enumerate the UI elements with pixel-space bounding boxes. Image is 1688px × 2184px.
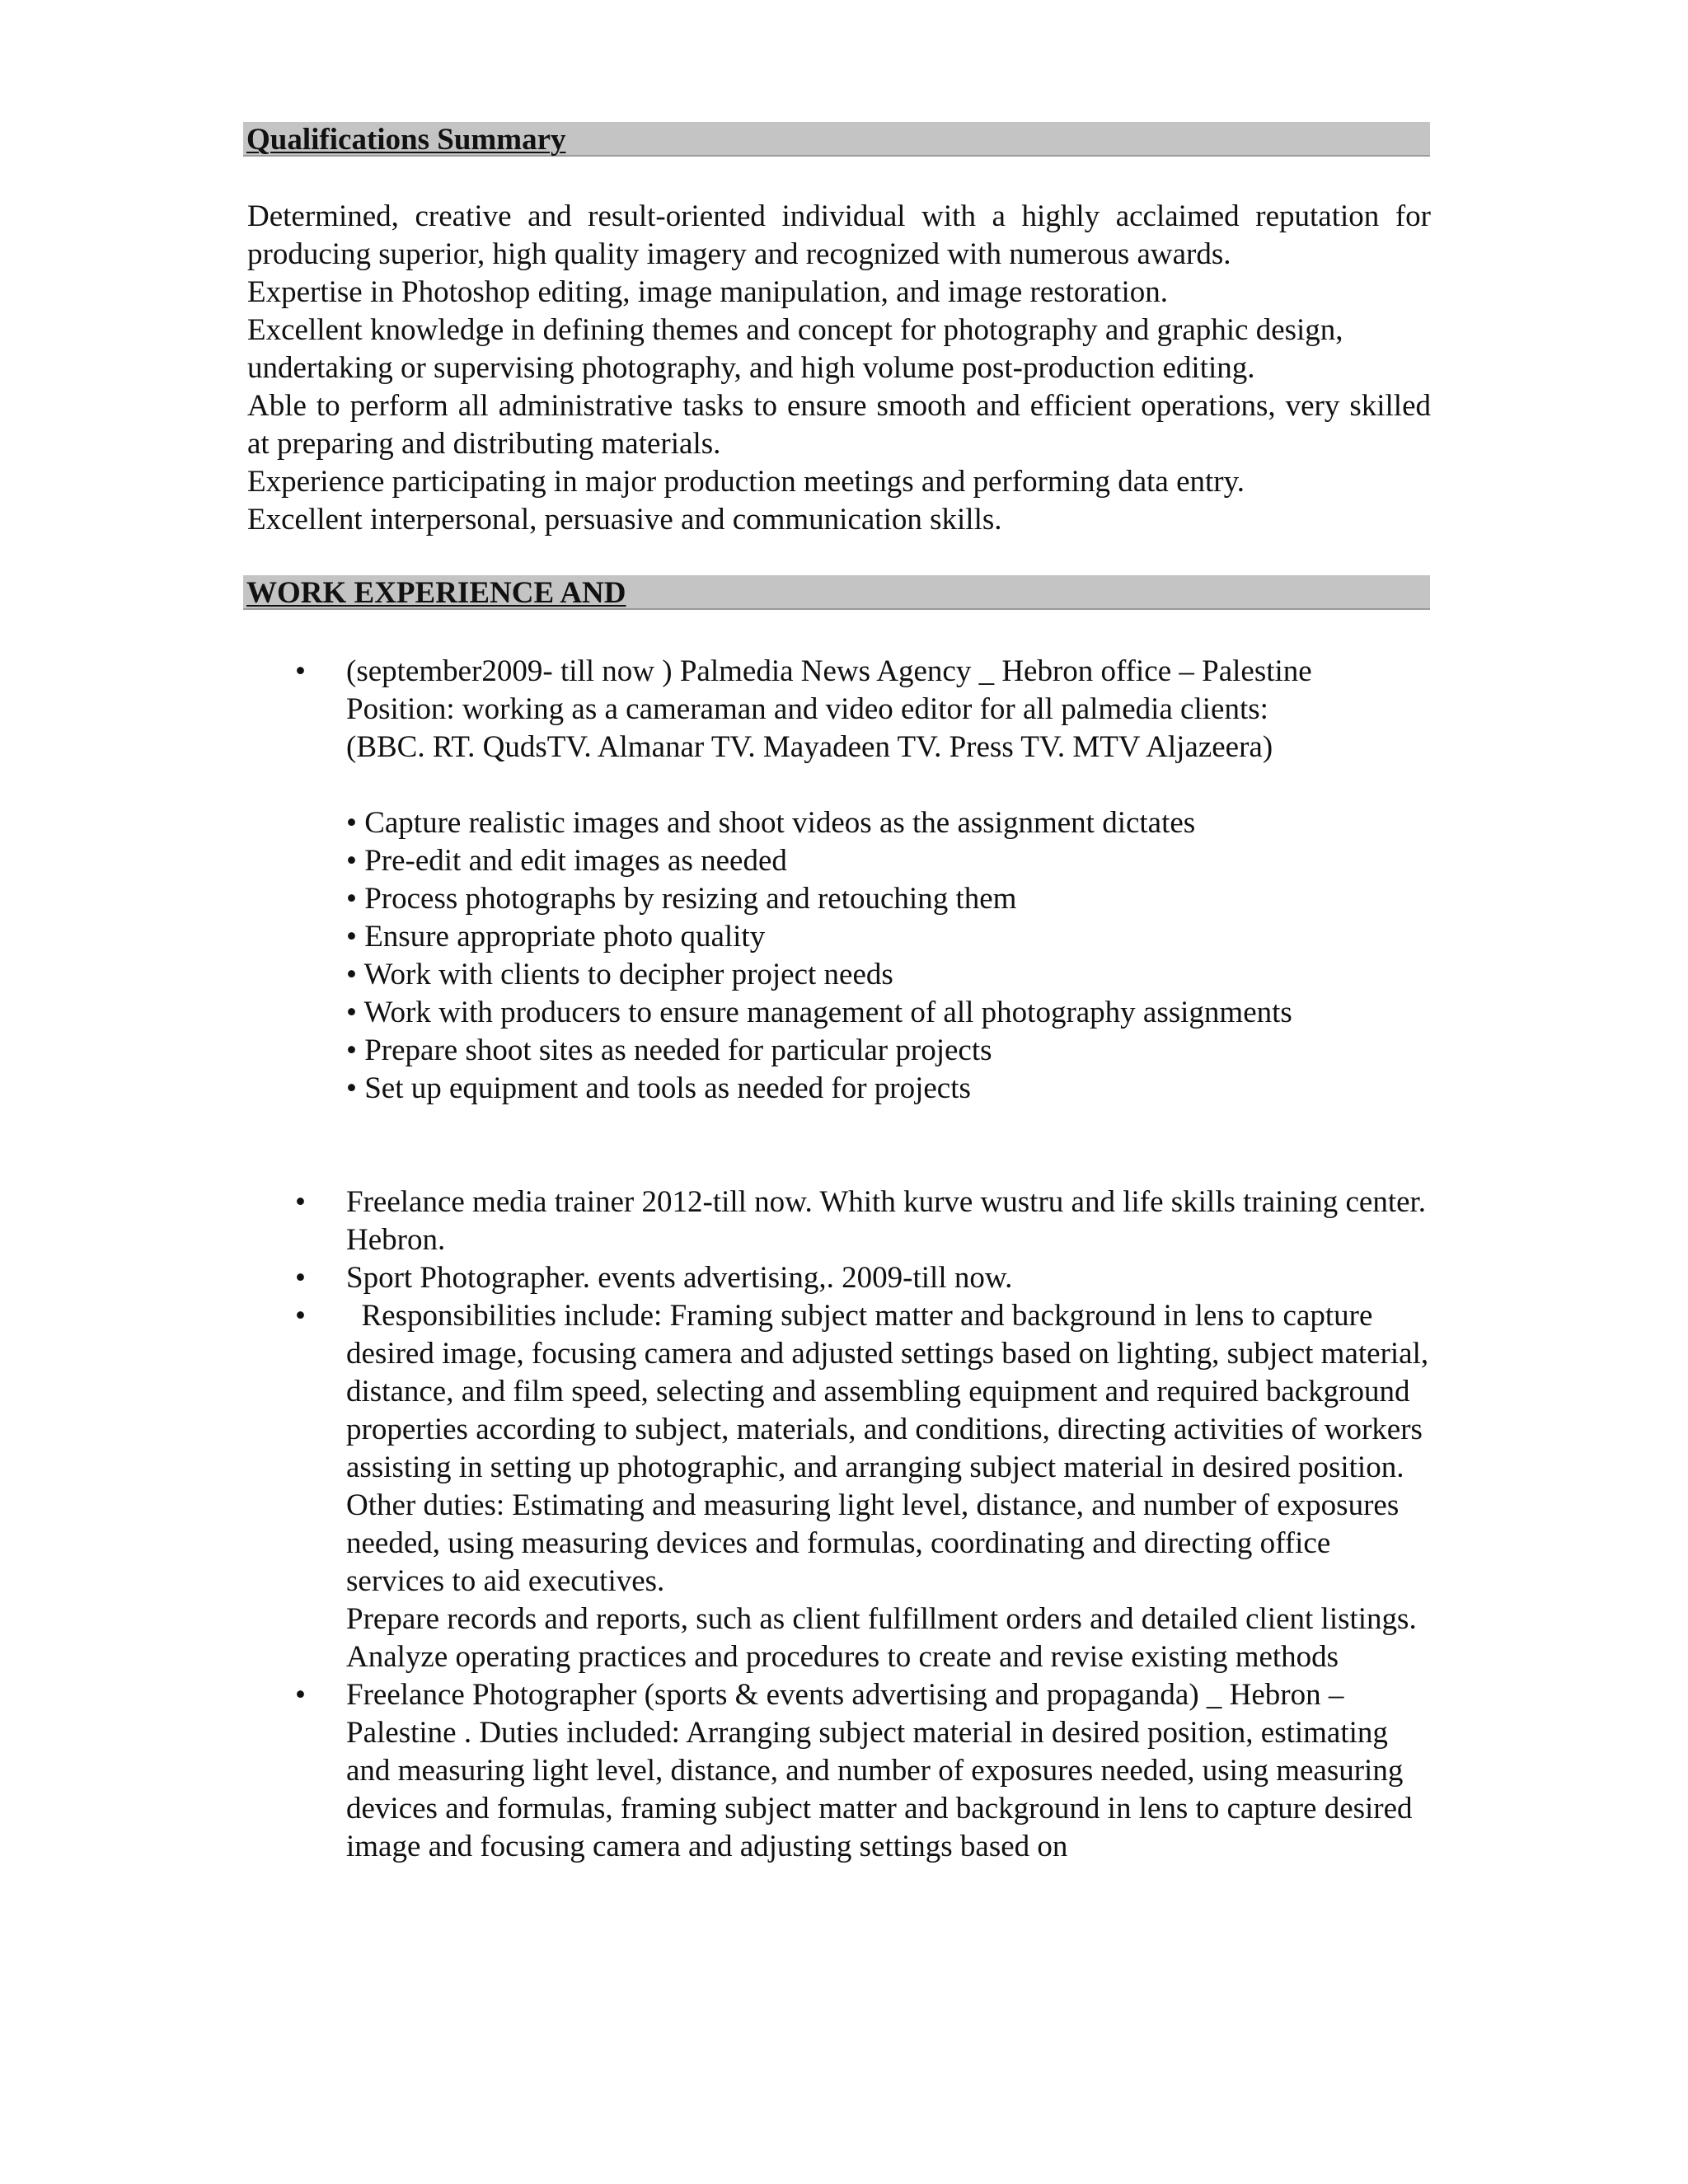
- experience-item: [247, 1183, 1434, 1259]
- bullet-icon: •: [295, 1299, 306, 1333]
- work-experience-heading: WORK EXPERIENCE AND: [246, 576, 626, 610]
- duty-item: • Prepare shoot sites as needed for particular projects: [346, 1033, 992, 1067]
- summary-paragraph: Expertise in Photoshop editing, image manipulation, and image restoration.: [247, 275, 1168, 309]
- experience-line: Position: working as a cameraman and video editor for all palmedia clients:: [346, 692, 1268, 726]
- experience-item: [247, 1259, 1434, 1297]
- duty-item: • Work with clients to decipher project needs: [346, 958, 893, 991]
- bullet-icon: •: [295, 1261, 306, 1295]
- summary-paragraph: Excellent interpersonal, persuasive and communication skills.: [247, 503, 1002, 537]
- work-experience-section-header: [243, 575, 1430, 610]
- experience-line: Prepare records and reports, such as client fulfillment orders and detailed client listings.: [346, 1602, 1417, 1636]
- bullet-icon: •: [295, 1185, 306, 1219]
- work-experience-list: [247, 653, 1437, 1866]
- duty-item: • Capture realistic images and shoot videos as the assignment dictates: [346, 806, 1196, 840]
- duty-item: • Pre-edit and edit images as needed: [346, 844, 787, 878]
- experience-item: [247, 1297, 1437, 1676]
- duty-item: • Work with producers to ensure management of all photography assignments: [346, 996, 1292, 1029]
- experience-line: Freelance media trainer 2012-till now. Whith kurve wustru and life skills training center. Hebron.: [346, 1185, 1427, 1257]
- experience-line: Freelance Photographer (sports & events advertising and propaganda) _ Hebron – Palestine . Duties included: Arranging subject material in desired position, estimating and measuring light level, distance, and number of exposures needed, using measuring devices and formulas, framing subject matter and background in lens to capture desired image and focusing camera and adjusting settings based on: [346, 1678, 1413, 1863]
- qualifications-section-header: [243, 122, 1430, 157]
- experience-line: Responsibilities include: Framing subject matter and background in lens to capture desired image, focusing camera and adjusted settings based on lighting, subject material, distance, and film speed, selecting and assembling equipment and required background properties according to subject, materials, and conditions, directing activities of workers assisting in setting up photographic, and arranging subject material in desired position.: [346, 1299, 1437, 1484]
- bullet-icon: •: [295, 1678, 306, 1712]
- experience-line: (BBC. RT. QudsTV. Almanar TV. Mayadeen TV. Press TV. MTV Aljazeera): [346, 730, 1273, 764]
- summary-paragraph: Experience participating in major production meetings and performing data entry.: [247, 465, 1245, 499]
- qualifications-summary: [247, 198, 1431, 539]
- duties-list: [346, 804, 1434, 1108]
- spacer: [346, 1108, 1434, 1183]
- summary-paragraph: Excellent knowledge in defining themes and concept for photography and graphic design, undertaking or supervising photography, and high volume post-production editing.: [247, 313, 1343, 385]
- summary-paragraph: Able to perform all administrative tasks to ensure smooth and efficient operations, very skilled at preparing and distributing materials.: [247, 389, 1431, 461]
- bullet-icon: •: [295, 654, 306, 688]
- summary-paragraph: Determined, creative and result-oriented individual with a highly acclaimed reputation for producing superior, high quality imagery and recognized with numerous awards.: [247, 199, 1431, 271]
- experience-item: [247, 653, 1434, 1183]
- qualifications-heading: Qualifications Summary: [246, 123, 566, 157]
- experience-line: Other duties: Estimating and measuring light level, distance, and number of exposures needed, using measuring devices and formulas, coordinating and directing office services to aid executives.: [346, 1488, 1400, 1598]
- experience-line: Sport Photographer. events advertising,. 2009-till now.: [346, 1261, 1013, 1295]
- experience-line: Analyze operating practices and procedures to create and revise existing methods: [346, 1640, 1339, 1674]
- experience-line: (september2009- till now ) Palmedia News Agency _ Hebron office – Palestine: [346, 654, 1312, 688]
- duty-item: • Set up equipment and tools as needed for projects: [346, 1071, 971, 1105]
- duty-item: • Ensure appropriate photo quality: [346, 920, 766, 954]
- experience-item: [247, 1676, 1434, 1866]
- duty-item: • Process photographs by resizing and retouching them: [346, 882, 1017, 916]
